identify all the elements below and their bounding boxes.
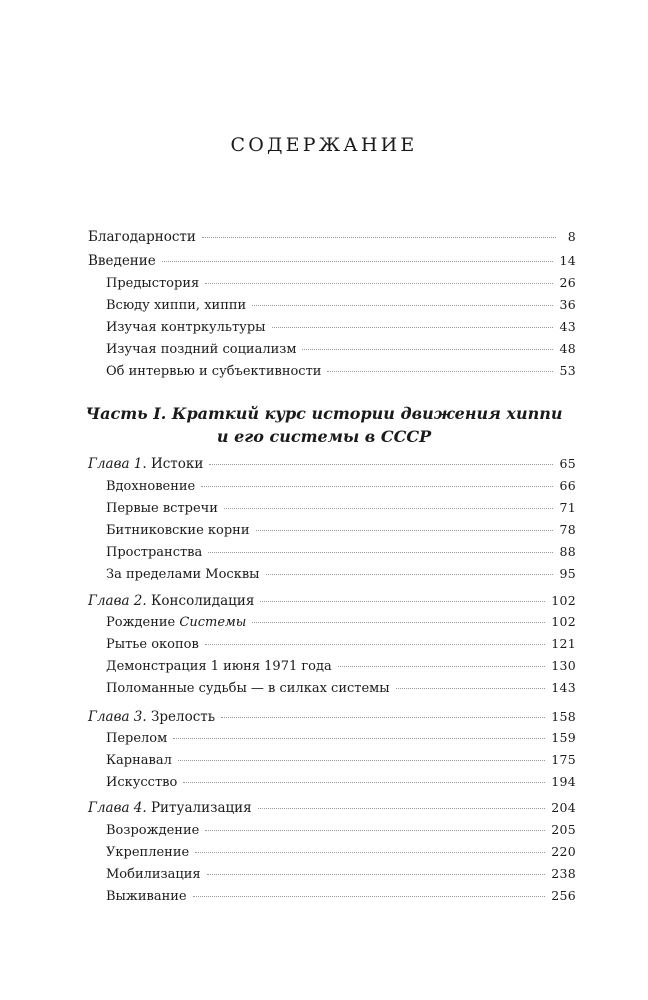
toc-entry-page: 53 (559, 363, 576, 378)
leader-dots (205, 282, 553, 284)
toc-entry-carnival[interactable] (106, 752, 576, 768)
chapter-title: Истоки (150, 456, 204, 472)
toc-entry-label: Пространства (106, 545, 203, 560)
toc-entry-label: Предыстория (106, 276, 200, 291)
leader-dots (272, 326, 554, 328)
toc-entry-label: Искусство (106, 775, 178, 790)
toc-entry-page: 95 (559, 566, 576, 581)
leader-dots (178, 759, 545, 761)
leader-dots (162, 260, 554, 262)
toc-entry-label: Выживание (106, 889, 187, 904)
leader-dots (221, 716, 545, 718)
toc-entry-label: Первые встречи (106, 501, 218, 516)
toc-entry-page: 238 (551, 866, 576, 881)
toc-entry-hippies-everywhere[interactable] (106, 297, 576, 313)
toc-entry-introduction[interactable] (88, 253, 576, 269)
toc-entry-label: Перелом (106, 731, 168, 746)
leader-dots (327, 370, 553, 372)
leader-dots (205, 643, 545, 645)
toc-entry-page: 78 (559, 522, 576, 537)
toc-entry-page: 36 (559, 297, 576, 312)
page-title: СОДЕРЖАНИЕ (230, 134, 418, 156)
leader-dots (260, 600, 545, 602)
leader-dots (396, 687, 546, 689)
toc-chapter-2[interactable] (88, 593, 576, 609)
leader-dots (252, 621, 545, 623)
chapter-prefix: Глава 4. (88, 800, 147, 816)
toc-entry-label: Изучая контркультуры (106, 320, 266, 335)
toc-entry-prehistory[interactable] (106, 275, 576, 291)
leader-dots (338, 665, 545, 667)
toc-chapter-label (88, 593, 254, 609)
leader-dots (195, 851, 545, 853)
toc-entry-label: Демонстрация 1 июня 1971 года (106, 659, 332, 674)
toc-entry-demonstration[interactable] (106, 658, 576, 674)
toc-entry-broken-fates[interactable] (106, 680, 576, 696)
leader-dots (252, 304, 553, 306)
chapter-title: Зрелость (150, 709, 216, 725)
toc-entry-page: 71 (559, 500, 576, 515)
leader-dots (258, 807, 546, 809)
chapter-prefix: Глава 2. (88, 593, 147, 609)
toc-entry-page: 14 (559, 253, 576, 268)
chapter-title: Ритуализация (150, 800, 252, 816)
leader-dots (201, 485, 553, 487)
toc-entry-late-socialism[interactable] (106, 341, 576, 357)
leader-dots (256, 529, 554, 531)
toc-entry-label: Поломанные судьбы — в силках системы (106, 681, 390, 696)
toc-entry-page: 205 (551, 822, 576, 837)
toc-entry-label: Битниковские корни (106, 523, 250, 538)
toc-entry-page: 48 (559, 341, 576, 356)
toc-entry-page: 130 (551, 658, 576, 673)
toc-entry-birth-of-system[interactable] (106, 614, 576, 630)
toc-entry-page: 159 (551, 730, 576, 745)
toc-entry-beyond-moscow[interactable] (106, 566, 576, 582)
toc-entry-turning-point[interactable] (106, 730, 576, 746)
leader-dots (302, 348, 553, 350)
chapter-title: Консолидация (150, 593, 255, 609)
toc-chapter-3[interactable] (88, 709, 576, 725)
toc-entry-mobilization[interactable] (106, 866, 576, 882)
leader-dots (208, 551, 553, 553)
leader-dots (205, 829, 545, 831)
toc-entry-label: Об интервью и субъективности (106, 364, 322, 379)
toc-entry-page: 102 (551, 593, 576, 608)
leader-dots (209, 463, 553, 465)
toc-entry-label: Рытье окопов (106, 637, 199, 652)
toc-entry-label: Введение (88, 253, 156, 269)
toc-entry-label: Мобилизация (106, 867, 201, 882)
toc-entry-interviews[interactable] (106, 363, 576, 379)
leader-dots (224, 507, 554, 509)
chapter-prefix: Глава 3. (88, 709, 147, 725)
toc-entry-acknowledgements[interactable] (88, 229, 576, 245)
toc-entry-first-meetings[interactable] (106, 500, 576, 516)
toc-entry-art[interactable] (106, 774, 576, 790)
part-heading-line-1[interactable]: Часть I. Краткий курс истории движения хиппи (85, 404, 563, 423)
toc-entry-label: Карнавал (106, 753, 172, 768)
toc-entry-survival[interactable] (106, 888, 576, 904)
toc-entry-page: 43 (559, 319, 576, 334)
chapter-prefix: Глава 1. (88, 456, 147, 472)
leader-dots (266, 573, 554, 575)
leader-dots (207, 873, 546, 875)
toc-chapter-label (88, 709, 215, 725)
toc-entry-label: Всюду хиппи, хиппи (106, 298, 247, 313)
toc-entry-page: 26 (559, 275, 576, 290)
toc-entry-label: Благодарности (88, 229, 196, 245)
toc-entry-page: 88 (559, 544, 576, 559)
leader-dots (173, 737, 545, 739)
toc-entry-page: 194 (551, 774, 576, 789)
label-part: Рождение (106, 615, 180, 630)
toc-chapter-4[interactable] (88, 800, 576, 816)
toc-entry-digging-trenches[interactable] (106, 636, 576, 652)
toc-entry-label: Возрождение (106, 823, 200, 838)
toc-entry-inspiration[interactable] (106, 478, 576, 494)
toc-chapter-1[interactable] (88, 456, 576, 472)
label-italic-part: Системы (179, 615, 247, 630)
toc-entry-label: За пределами Москвы (106, 567, 260, 582)
toc-entry-studying-countercultures[interactable] (106, 319, 576, 335)
toc-chapter-label (88, 456, 203, 472)
toc-entry-label: Изучая поздний социализм (106, 342, 297, 357)
toc-entry-page: 66 (559, 478, 576, 493)
leader-dots (183, 781, 545, 783)
toc-entry-beatnik-roots[interactable] (106, 522, 576, 538)
toc-entry-page: 175 (551, 752, 576, 767)
toc-entry-label: Укрепление (106, 845, 190, 860)
toc-entry-label (106, 615, 246, 631)
toc-entry-page: 143 (551, 680, 576, 695)
toc-entry-page: 220 (551, 844, 576, 859)
leader-dots (193, 895, 546, 897)
toc-entry-page: 8 (567, 229, 576, 244)
leader-dots (202, 236, 556, 238)
toc-entry-page: 102 (551, 614, 576, 629)
part-heading-line-2[interactable]: и его системы в СССР (216, 427, 432, 446)
toc-entry-page: 121 (551, 636, 576, 651)
toc-chapter-label (88, 800, 252, 816)
toc-entry-strengthening[interactable] (106, 844, 576, 860)
toc-entry-label: Вдохновение (106, 479, 196, 494)
toc-entry-revival[interactable] (106, 822, 576, 838)
toc-entry-page: 204 (551, 800, 576, 815)
toc-entry-page: 256 (551, 888, 576, 903)
toc-entry-spaces[interactable] (106, 544, 576, 560)
toc-entry-page: 158 (551, 709, 576, 724)
toc-entry-page: 65 (559, 456, 576, 471)
